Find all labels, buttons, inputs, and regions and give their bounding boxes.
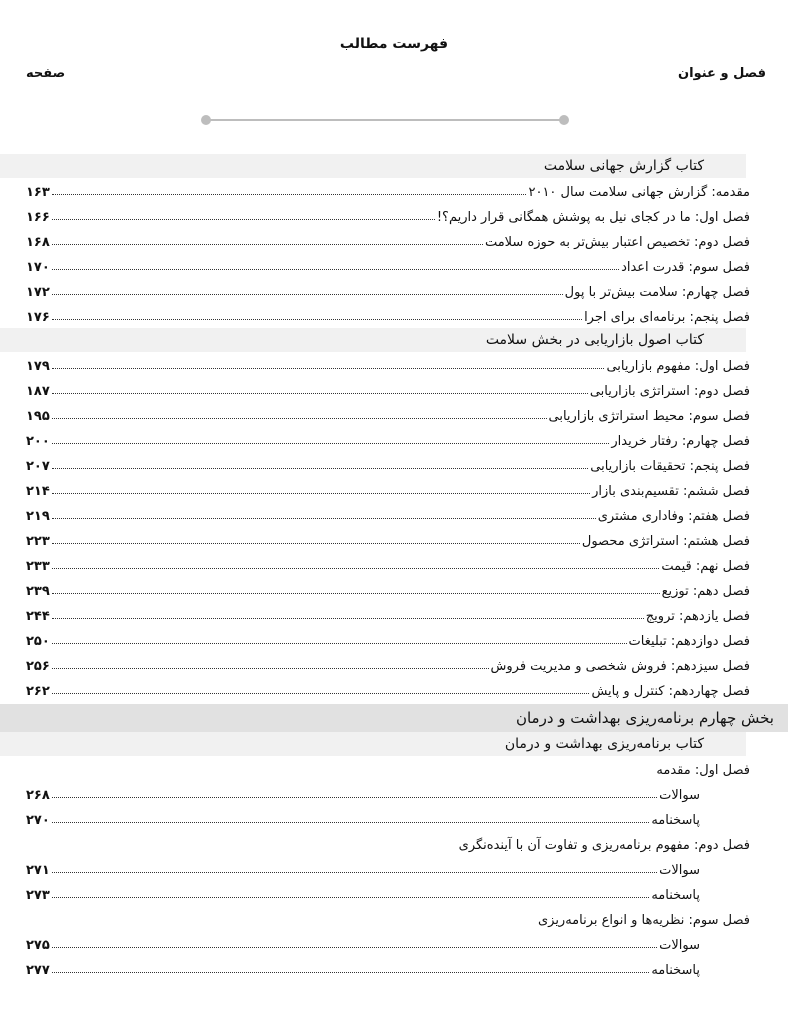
entry-title: پاسخنامه (651, 963, 700, 978)
page-number: ۲۳۹ (26, 584, 50, 599)
page-number: ۲۵۰ (26, 634, 50, 649)
page-number: ۲۰۰ (26, 434, 50, 449)
toc-subentry[interactable] (0, 931, 788, 956)
dot-leader (52, 493, 590, 494)
dot-leader (52, 693, 590, 694)
entry-title: فصل یازدهم: ترویج (645, 609, 750, 624)
chapter-heading (0, 756, 788, 781)
toc-subentry[interactable] (0, 956, 788, 981)
page-number: ۲۱۴ (26, 484, 50, 499)
entry-title: فصل ششم: تقسیم‌بندی بازار (592, 484, 750, 499)
toc-entry[interactable] (0, 527, 788, 552)
page-number: ۲۷۱ (26, 863, 50, 878)
page-number: ۱۸۷ (26, 384, 50, 399)
page-title: فهرست مطالب (339, 36, 449, 52)
toc-entry[interactable] (0, 228, 788, 253)
chapter-title: فصل اول: مقدمه (656, 763, 750, 778)
toc-entry[interactable] (0, 652, 788, 677)
toc-subentry[interactable] (0, 881, 788, 906)
dot-leader (52, 643, 627, 644)
table-of-contents (0, 154, 788, 981)
page-number: ۲۷۷ (26, 963, 50, 978)
toc-entry[interactable] (0, 452, 788, 477)
entry-title: پاسخنامه (651, 813, 700, 828)
chapter-heading (0, 906, 788, 931)
dot-leader (52, 797, 657, 798)
toc-entry[interactable] (0, 477, 788, 502)
toc-subentry[interactable] (0, 781, 788, 806)
dot-leader (52, 219, 435, 220)
entry-title: فصل هشتم: استراتژی محصول (581, 534, 750, 549)
page-number: ۲۷۰ (26, 813, 50, 828)
dot-leader (52, 568, 660, 569)
toc-entry[interactable] (0, 402, 788, 427)
chapter-title: فصل سوم: نظریه‌ها و انواع برنامه‌ریزی (537, 913, 750, 928)
page-number: ۱۶۶ (26, 210, 50, 225)
toc-subentry[interactable] (0, 856, 788, 881)
page-number: ۲۱۹ (26, 509, 50, 524)
entry-title: مقدمه: گزارش جهانی سلامت سال ۲۰۱۰ (528, 185, 750, 200)
entry-title: فصل چهارم: سلامت بیش‌تر با پول (564, 285, 750, 300)
toc-entry[interactable] (0, 253, 788, 278)
toc-entry[interactable] (0, 352, 788, 377)
dot-leader (52, 668, 489, 669)
page-number: ۱۷۶ (26, 310, 50, 325)
page-number: ۲۰۷ (26, 459, 50, 474)
entry-title: فصل دوم: تخصیص اعتبار بیش‌تر به حوزه سلامت (484, 235, 750, 250)
dot-leader (52, 244, 483, 245)
entry-title: فصل پنجم: تحقیقات بازاریابی (590, 459, 750, 474)
entry-title: فصل دوم: استراتژی بازاریابی (589, 384, 750, 399)
toc-entry[interactable] (0, 203, 788, 228)
entry-title: سوالات (659, 788, 700, 803)
dot-leader (52, 194, 527, 195)
dot-leader (52, 418, 547, 419)
chapter-title: فصل دوم: مفهوم برنامه‌ریزی و تفاوت آن با آینده‌نگری (458, 838, 750, 853)
dot-leader (52, 443, 610, 444)
toc-entry[interactable] (0, 377, 788, 402)
page-number: ۲۴۴ (26, 609, 50, 624)
dot-leader (52, 294, 563, 295)
dot-leader (52, 319, 582, 320)
divider-dot-icon (201, 115, 211, 125)
entry-title: فصل اول: ما در کجای نیل به پوشش همگانی قرار داریم؟! (436, 210, 750, 225)
toc-entry[interactable] (0, 602, 788, 627)
dot-leader (52, 593, 660, 594)
entry-title: فصل سوم: محیط استراتژی بازاریابی (548, 409, 750, 424)
toc-subentry[interactable] (0, 806, 788, 831)
entry-title: فصل چهاردهم: کنترل و پایش (591, 684, 750, 699)
dot-leader (52, 393, 588, 394)
dot-leader (52, 468, 588, 469)
toc-entry[interactable] (0, 627, 788, 652)
book-heading: کتاب گزارش جهانی سلامت (0, 154, 746, 178)
entry-title: فصل چهارم: رفتار خریدار (611, 434, 750, 449)
dot-leader (52, 618, 644, 619)
page-number: ۱۹۵ (26, 409, 50, 424)
page-number: ۱۶۳ (26, 185, 50, 200)
divider-dot-icon (559, 115, 569, 125)
entry-title: فصل پنجم: برنامه‌ای برای اجرا (584, 310, 750, 325)
entry-title: سوالات (659, 938, 700, 953)
dot-leader (52, 269, 619, 270)
toc-entry[interactable] (0, 178, 788, 203)
dot-leader (52, 897, 650, 898)
chapter-heading (0, 831, 788, 856)
dot-leader (52, 543, 580, 544)
page-number: ۱۷۰ (26, 260, 50, 275)
page-number: ۲۶۸ (26, 788, 50, 803)
entry-title: سوالات (659, 863, 700, 878)
entry-title: فصل نهم: قیمت (661, 559, 750, 574)
dot-leader (52, 518, 596, 519)
book-heading: کتاب برنامه‌ریزی بهداشت و درمان (0, 732, 746, 756)
book-heading: کتاب اصول بازاریابی در بخش سلامت (0, 328, 746, 352)
entry-title: فصل هفتم: وفاداری مشتری (597, 509, 750, 524)
page-number: ۱۶۸ (26, 235, 50, 250)
entry-title: پاسخنامه (651, 888, 700, 903)
page-number: ۲۷۵ (26, 938, 50, 953)
page-number: ۲۲۳ (26, 534, 50, 549)
page-number: ۲۶۲ (26, 684, 50, 699)
entry-title: فصل دهم: توزیع (661, 584, 750, 599)
dot-leader (52, 972, 650, 973)
page-number: ۱۷۲ (26, 285, 50, 300)
entry-title: فصل سوم: قدرت اعداد (621, 260, 750, 275)
decorative-divider (201, 115, 569, 125)
toc-entry[interactable] (0, 303, 788, 328)
page-number: ۲۷۳ (26, 888, 50, 903)
toc-entry[interactable] (0, 278, 788, 303)
dot-leader (52, 368, 605, 369)
entry-title: فصل سیزدهم: فروش شخصی و مدیریت فروش (490, 659, 750, 674)
chapter-column-header: فصل و عنوان (678, 66, 766, 81)
page-number: ۲۳۳ (26, 559, 50, 574)
entry-title: فصل دوازدهم: تبلیغات (628, 634, 750, 649)
part-heading: بخش چهارم برنامه‌ریزی بهداشت و درمان (0, 704, 788, 732)
entry-title: فصل اول: مفهوم بازاریابی (606, 359, 750, 374)
page-number: ۱۷۹ (26, 359, 50, 374)
dot-leader (52, 872, 657, 873)
toc-entry[interactable] (0, 552, 788, 577)
dot-leader (52, 947, 657, 948)
toc-entry[interactable] (0, 502, 788, 527)
toc-entry[interactable] (0, 677, 788, 702)
page-column-header: صفحه (26, 66, 66, 81)
toc-entry[interactable] (0, 577, 788, 602)
dot-leader (52, 822, 650, 823)
toc-entry[interactable] (0, 427, 788, 452)
page-number: ۲۵۶ (26, 659, 50, 674)
